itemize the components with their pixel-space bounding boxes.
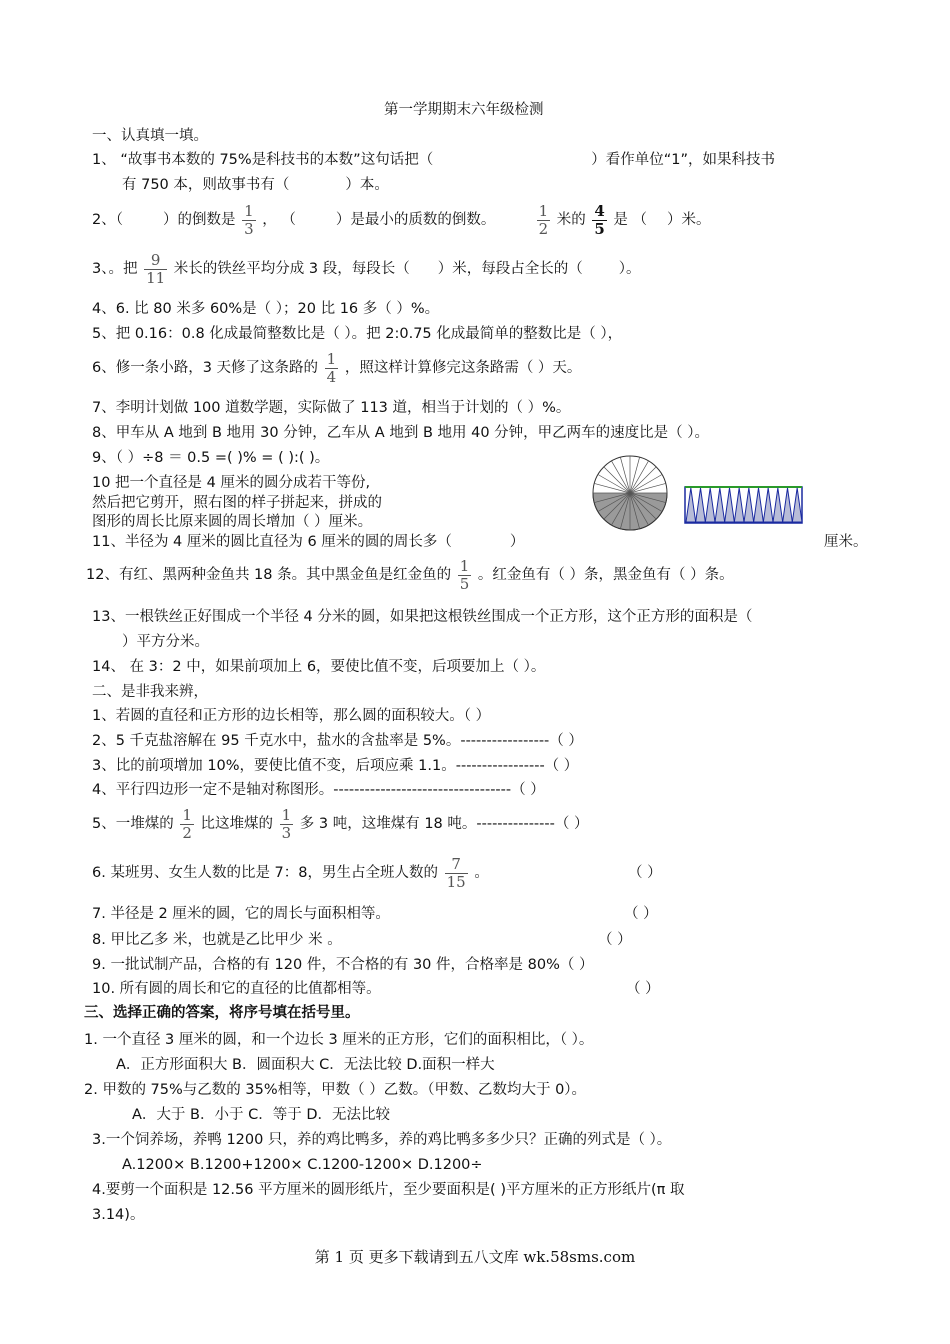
choice-1-options: A．正方形面积大 B．圆面积大 C．无法比较 D.面积一样大 (116, 1057, 495, 1073)
judge-4: 4、平行四边形一定不是轴对称图形。----------------------------------（ ） (92, 782, 545, 798)
judge-9: 9. 一批试制产品，合格的有 120 件，不合格的有 30 件，合格率是 80%（ ） (92, 957, 594, 973)
judge-3: 3、比的前项增加 10%，要使比值不变，后项应乘 1.1。-----------------（ ） (92, 758, 579, 774)
judge-1: 1、若圆的直径和正方形的边长相等，那么圆的面积较大。（ ） (92, 708, 491, 724)
judge-8-bracket: （ ） (598, 932, 632, 948)
choice-3-options: A.1200× B.1200+1200× C.1200-1200× D.1200÷ (122, 1157, 483, 1173)
question-10-line-1: 10 把一个直径是 4 厘米的圆分成若干等份, (92, 475, 371, 491)
question-2: 2、（ ）的倒数是 $\frac{1}{3}$ ， （ ）是最小的质数的倒数。 $\frac{1}{2}$ 米的 $\frac{4}{5}$ 是 （ ）米。 (92, 201, 711, 238)
judge-10-bracket: （ ） (626, 981, 660, 997)
question-1-line-2: 有 750 本，则故事书有（ ）本。 (122, 177, 389, 193)
judge-6-bracket: （ ） (628, 865, 662, 881)
choice-2: 2. 甲数的 75%与乙数的 35%相等，甲数（ ）乙数。（甲数、乙数均大于 0）。 (84, 1082, 587, 1098)
choice-2-options: A．大于 B．小于 C．等于 D．无法比较 (132, 1107, 390, 1123)
choice-1: 1. 一个直径 3 厘米的圆，和一个边长 3 厘米的正方形，它们的面积相比，（ ）。 (84, 1032, 594, 1048)
choice-3: 3.一个饲养场，养鸭 1200 只，养的鸡比鸭多，养的鸡比鸭多多少只？正确的列式是（ ）。 (92, 1132, 672, 1148)
judge-8: 8. 甲比乙多 米，也就是乙比甲少 米 。 (92, 932, 342, 948)
fraction-one-half-coal: $\frac{1}{2}$ (182, 805, 192, 842)
question-6: 6、修一条小路，3 天修了这条路的 $\frac{1}{4}$ ，照这样计算修完这条路需（ ）天。 (92, 349, 582, 386)
fraction-one-third-coal: $\frac{1}{3}$ (281, 805, 292, 842)
question-4: 4、6. 比 80 米多 60%是（ ）；20 比 16 多（ ）%。 (92, 301, 440, 317)
judge-10: 10. 所有圆的周长和它的直径的比值都相等。 (92, 981, 381, 997)
fraction-four-fifths: $\frac{4}{5}$ (594, 201, 605, 238)
fraction-seven-fifteenths: $\frac{7}{15}$ (446, 854, 466, 891)
question-13-line-1: 13、一根铁丝正好围成一个半径 4 分米的圆，如果把这根铁丝围成一个正方形，这个正方形的面积是（ (92, 609, 753, 625)
rearranged-strip-figure (684, 484, 804, 526)
question-5: 5、把 0.16：0.8 化成最简整数比是（ ）。把 2:0.75 化成最简单的整数比是（ ）， (92, 326, 623, 342)
question-11-unit: 厘米。 (824, 534, 868, 550)
question-7: 7、李明计划做 100 道数学题，实际做了 113 道，相当于计划的（ ）%。 (92, 400, 571, 416)
question-13-line-2: ）平方分米。 (122, 634, 209, 650)
question-1-line-1: 1、 “故事书本数的 75%是科技书的本数”这句话把（ ）看作单位“1”，如果科技书 (92, 152, 775, 168)
section-3-heading: 三、选择正确的答案，将序号填在括号里。 (84, 1005, 360, 1021)
section-1-heading: 一、认真填一填。 (92, 128, 208, 144)
choice-4-line-2: 3.14)。 (92, 1207, 145, 1223)
judge-7: 7. 半径是 2 厘米的圆，它的周长与面积相等。 (92, 906, 390, 922)
question-12: 12、有红、黑两种金鱼共 18 条。其中黑金鱼是红金鱼的 $\frac{1}{5}$ 。红金鱼有（ ）条，黑金鱼有（ ）条。 (86, 556, 734, 593)
section-2-heading: 二、是非我来辨， (92, 684, 208, 700)
divided-circle-figure (592, 455, 672, 535)
choice-4-line-1: 4.要剪一个面积是 12.56 平方厘米的圆形纸片，至少要面积是( )平方厘米的正方形纸片(π 取 (92, 1182, 685, 1198)
question-9: 9、（ ）÷8 ＝ 0.5 =( )% = ( ):( )。 (92, 450, 330, 466)
question-3: 3、。把 $\frac{9}{11}$ 米长的铁丝平均分成 3 段，每段长（ ）米，每段占全长的（ ）。 (92, 250, 641, 287)
question-11: 11、半径为 4 厘米的圆比直径为 6 厘米的圆的周长多（ ） (92, 534, 525, 550)
fraction-one-third: $\frac{1}{3}$ (244, 201, 254, 238)
judge-5: 5、一堆煤的 $\frac{1}{2}$ 比这堆煤的 $\frac{1}{3}$ 多 3 吨，这堆煤有 18 吨。---------------（ ） (92, 805, 589, 842)
page-title: 第一学期期末六年级检测 (384, 102, 544, 118)
question-10-line-3: 图形的周长比原来圆的周长增加（ ）厘米。 (92, 514, 373, 530)
fraction-one-quarter: $\frac{1}{4}$ (326, 349, 337, 386)
judge-2: 2、5 千克盐溶解在 95 千克水中，盐水的含盐率是 5%。-----------------（ ） (92, 733, 583, 749)
fraction-nine-elevenths: $\frac{9}{11}$ (146, 250, 166, 287)
fraction-one-half: $\frac{1}{2}$ (538, 201, 549, 238)
question-10-line-2: 然后把它剪开，照右图的样子拼起来，拼成的 (92, 495, 382, 511)
page-footer: 第 1 页 更多下载请到五八文库 wk.58sms.com (314, 1248, 636, 1266)
question-8: 8、甲车从 A 地到 B 地用 30 分钟，乙车从 A 地到 B 地用 40 分钟，甲乙两车的速度比是（ ）。 (92, 425, 710, 441)
judge-6: 6. 某班男、女生人数的比是 7：8，男生占全班人数的 $\frac{7}{15}$ 。 (92, 854, 489, 891)
question-14: 14、 在 3：2 中，如果前项加上 6，要使比值不变，后项要加上（ ）。 (92, 659, 546, 675)
judge-7-bracket: （ ） (624, 906, 658, 922)
fraction-one-fifth: $\frac{1}{5}$ (459, 556, 470, 593)
